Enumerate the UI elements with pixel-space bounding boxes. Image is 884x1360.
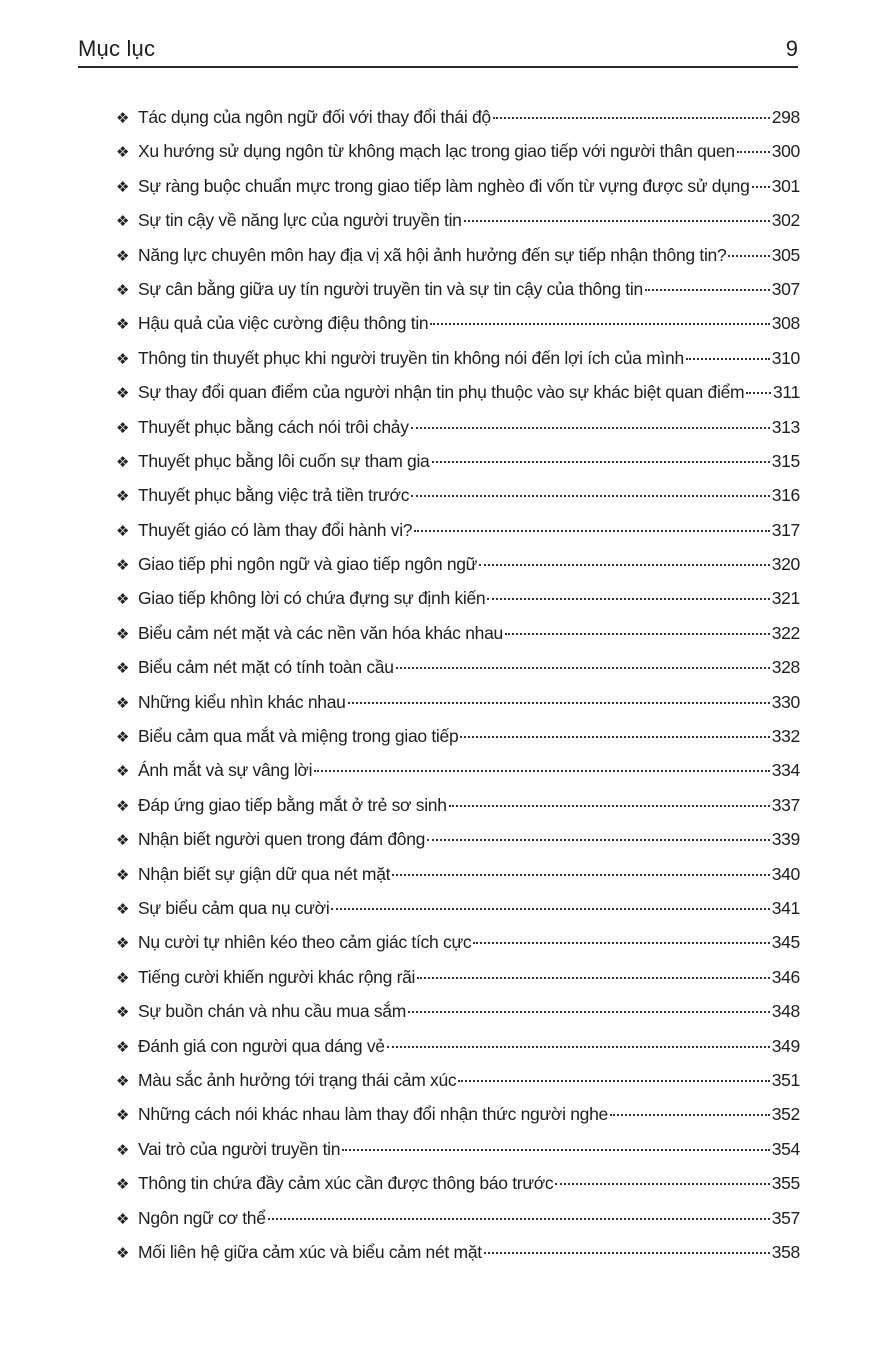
toc-entry-title: Sự cân bằng giữa uy tín người truyền tin và sự tin cậy của thông tin <box>138 278 643 299</box>
toc-entry-page: 301 <box>771 175 800 196</box>
toc-entry-page: 330 <box>771 691 800 712</box>
dot-leader <box>430 323 769 325</box>
toc-entry <box>116 650 800 684</box>
dot-leader <box>752 186 770 188</box>
toc-entry-page: 302 <box>771 210 800 231</box>
toc-entry-page: 321 <box>771 588 800 609</box>
dot-leader <box>686 358 770 360</box>
toc-entry-title: Ánh mắt và sự vâng lời <box>138 760 313 781</box>
four-diamond-bullet-icon: ❖ <box>116 866 130 884</box>
toc-entry-page: 345 <box>771 932 800 953</box>
four-diamond-bullet-icon: ❖ <box>116 625 130 643</box>
toc-entry-title: Màu sắc ảnh hưởng tới trạng thái cảm xúc <box>138 1069 457 1090</box>
toc-entry <box>116 822 800 856</box>
four-diamond-bullet-icon: ❖ <box>116 522 130 540</box>
toc-entry <box>116 891 800 925</box>
toc-entry <box>116 719 800 753</box>
toc-entry-title: Những cách nói khác nhau làm thay đổi nhận thức người nghe <box>138 1104 608 1125</box>
toc-entry <box>116 478 800 512</box>
toc-entry-title: Vai trò của người truyền tin <box>138 1138 341 1159</box>
dot-leader <box>555 1183 769 1185</box>
dot-leader <box>728 255 769 257</box>
toc-entry-title: Sự ràng buộc chuẩn mực trong giao tiếp làm nghèo đi vốn từ vựng được sử dụng <box>138 175 750 196</box>
toc-entry <box>116 272 800 306</box>
toc-entry-page: 351 <box>771 1069 800 1090</box>
dot-leader <box>493 117 770 119</box>
four-diamond-bullet-icon: ❖ <box>116 694 130 712</box>
toc-entry-title: Tác dụng của ngôn ngữ đối với thay đổi thái độ <box>138 107 491 127</box>
toc-entry <box>116 753 800 787</box>
toc-entry-title: Thông tin chứa đầy cảm xúc cần được thông báo trước <box>138 1173 554 1194</box>
toc-entry-title: Sự thay đổi quan điểm của người nhận tin phụ thuộc vào sự khác biệt quan điểm <box>138 382 745 403</box>
toc-entry-title: Thuyết phục bằng việc trả tiền trước <box>138 485 410 506</box>
toc-entry-page: 322 <box>771 622 800 643</box>
toc-entry-page: 313 <box>771 416 800 437</box>
four-diamond-bullet-icon: ❖ <box>116 591 130 609</box>
toc-entry-page: 355 <box>771 1173 800 1194</box>
toc-entry-page: 317 <box>771 519 800 540</box>
toc-entry-page: 348 <box>771 1001 800 1022</box>
dot-leader <box>505 633 770 635</box>
dot-leader <box>427 839 770 841</box>
toc-entry-page: 349 <box>771 1035 800 1056</box>
toc-entry <box>116 134 800 168</box>
toc-entry <box>116 444 800 478</box>
toc-entry-title: Sự tin cậy về năng lực của người truyền tin <box>138 210 462 231</box>
page-number: 9 <box>785 36 798 61</box>
toc-entry <box>116 341 800 375</box>
four-diamond-bullet-icon: ❖ <box>116 832 130 850</box>
toc-entry-title: Xu hướng sử dụng ngôn từ không mạch lạc trong giao tiếp với người thân quen <box>138 141 735 162</box>
toc-entry-title: Ngôn ngữ cơ thể <box>138 1207 266 1228</box>
toc-entry <box>116 581 800 615</box>
four-diamond-bullet-icon: ❖ <box>116 729 130 747</box>
four-diamond-bullet-icon: ❖ <box>116 350 130 368</box>
toc-entry <box>116 788 800 822</box>
toc-entry-page: 341 <box>771 897 800 918</box>
toc-entry <box>116 203 800 237</box>
toc-entry-page: 337 <box>771 794 800 815</box>
toc-entry-title: Giao tiếp không lời có chứa đựng sự định kiến <box>138 588 486 609</box>
dot-leader <box>432 461 770 463</box>
toc-entry <box>116 100 800 134</box>
four-diamond-bullet-icon: ❖ <box>116 178 130 196</box>
toc-entry <box>116 410 800 444</box>
toc-entry <box>116 1235 800 1269</box>
dot-leader <box>484 1252 770 1254</box>
four-diamond-bullet-icon: ❖ <box>116 144 130 162</box>
dot-leader <box>414 530 769 532</box>
toc-entry <box>116 994 800 1028</box>
four-diamond-bullet-icon: ❖ <box>116 660 130 678</box>
four-diamond-bullet-icon: ❖ <box>116 1141 130 1159</box>
toc-entry-page: 334 <box>771 760 800 781</box>
table-of-contents <box>116 100 800 1269</box>
toc-entry-page: 346 <box>771 966 800 987</box>
toc-entry-page: 352 <box>771 1104 800 1125</box>
toc-entry <box>116 960 800 994</box>
four-diamond-bullet-icon: ❖ <box>116 281 130 299</box>
toc-entry-page: 357 <box>771 1207 800 1228</box>
four-diamond-bullet-icon: ❖ <box>116 1107 130 1125</box>
dot-leader <box>331 908 769 910</box>
toc-entry-title: Thuyết phục bằng lôi cuốn sự tham gia <box>138 450 430 471</box>
toc-entry <box>116 616 800 650</box>
toc-entry-page: 300 <box>771 141 800 162</box>
toc-entry-page: 305 <box>771 244 800 265</box>
toc-entry-page: 298 <box>771 107 800 127</box>
toc-entry <box>116 547 800 581</box>
toc-entry-title: Thuyết giáo có làm thay đổi hành vi? <box>138 519 413 540</box>
toc-entry-page: 358 <box>771 1241 800 1262</box>
dot-leader <box>487 598 769 600</box>
toc-entry <box>116 513 800 547</box>
four-diamond-bullet-icon: ❖ <box>116 1244 130 1262</box>
page-header <box>78 36 798 66</box>
toc-entry-title: Đáp ứng giao tiếp bằng mắt ở trẻ sơ sinh <box>138 794 447 815</box>
toc-entry-page: 308 <box>771 313 800 334</box>
toc-entry-title: Đánh giá con người qua dáng vẻ <box>138 1035 385 1056</box>
four-diamond-bullet-icon: ❖ <box>116 1004 130 1022</box>
toc-entry-title: Mối liên hệ giữa cảm xúc và biểu cảm nét mặt <box>138 1241 482 1262</box>
dot-leader <box>392 874 770 876</box>
four-diamond-bullet-icon: ❖ <box>116 247 130 265</box>
toc-entry-title: Hậu quả của việc cường điệu thông tin <box>138 313 429 334</box>
dot-leader <box>268 1218 770 1220</box>
page-title: Mục lục <box>78 36 156 61</box>
toc-entry <box>116 1029 800 1063</box>
toc-entry-page: 332 <box>771 726 800 747</box>
four-diamond-bullet-icon: ❖ <box>116 453 130 471</box>
four-diamond-bullet-icon: ❖ <box>116 763 130 781</box>
four-diamond-bullet-icon: ❖ <box>116 419 130 437</box>
four-diamond-bullet-icon: ❖ <box>116 900 130 918</box>
four-diamond-bullet-icon: ❖ <box>116 1176 130 1194</box>
toc-entry-title: Năng lực chuyên môn hay địa vị xã hội ảnh hưởng đến sự tiếp nhận thông tin? <box>138 244 727 265</box>
toc-entry <box>116 1132 800 1166</box>
toc-entry <box>116 169 800 203</box>
toc-entry-page: 307 <box>771 278 800 299</box>
four-diamond-bullet-icon: ❖ <box>116 797 130 815</box>
toc-entry-title: Nhận biết người quen trong đám đông <box>138 829 426 850</box>
dot-leader <box>449 805 770 807</box>
toc-entry <box>116 857 800 891</box>
toc-entry <box>116 1097 800 1131</box>
four-diamond-bullet-icon: ❖ <box>116 213 130 231</box>
dot-leader <box>348 702 770 704</box>
toc-entry <box>116 685 800 719</box>
toc-entry-page: 310 <box>771 347 800 368</box>
toc-entry-title: Biểu cảm nét mặt có tính toàn cầu <box>138 657 394 678</box>
four-diamond-bullet-icon: ❖ <box>116 1210 130 1228</box>
toc-entry <box>116 925 800 959</box>
four-diamond-bullet-icon: ❖ <box>116 488 130 506</box>
toc-entry-page: 311 <box>773 382 800 403</box>
toc-entry <box>116 306 800 340</box>
dot-leader <box>458 1080 769 1082</box>
toc-entry-title: Nụ cười tự nhiên kéo theo cảm giác tích cực <box>138 932 472 953</box>
dot-leader <box>460 736 769 738</box>
dot-leader <box>479 564 770 566</box>
toc-entry <box>116 238 800 272</box>
toc-entry-title: Sự biểu cảm qua nụ cười <box>138 897 330 918</box>
toc-entry <box>116 375 800 409</box>
toc-entry-title: Những kiểu nhìn khác nhau <box>138 691 346 712</box>
toc-entry-title: Nhận biết sự giận dữ qua nét mặt <box>138 863 391 884</box>
dot-leader <box>342 1149 769 1151</box>
dot-leader <box>396 667 770 669</box>
dot-leader <box>417 977 770 979</box>
toc-entry-page: 340 <box>771 863 800 884</box>
dot-leader <box>464 220 770 222</box>
toc-entry-title: Biểu cảm nét mặt và các nền văn hóa khác nhau <box>138 622 503 643</box>
dot-leader <box>408 1011 770 1013</box>
dot-leader <box>314 770 770 772</box>
dot-leader <box>746 392 771 394</box>
toc-entry-title: Tiếng cười khiến người khác rộng rãi <box>138 966 416 987</box>
four-diamond-bullet-icon: ❖ <box>116 935 130 953</box>
four-diamond-bullet-icon: ❖ <box>116 316 130 334</box>
dot-leader <box>473 942 769 944</box>
header-divider <box>78 66 798 68</box>
toc-entry <box>116 1166 800 1200</box>
toc-entry-page: 320 <box>771 554 800 575</box>
four-diamond-bullet-icon: ❖ <box>116 1072 130 1090</box>
toc-entry-page: 339 <box>771 829 800 850</box>
four-diamond-bullet-icon: ❖ <box>116 557 130 575</box>
toc-entry-page: 328 <box>771 657 800 678</box>
four-diamond-bullet-icon: ❖ <box>116 969 130 987</box>
four-diamond-bullet-icon: ❖ <box>116 110 130 127</box>
toc-entry-page: 315 <box>771 450 800 471</box>
dot-leader <box>645 289 770 291</box>
four-diamond-bullet-icon: ❖ <box>116 1038 130 1056</box>
toc-entry-page: 316 <box>771 485 800 506</box>
toc-entry-title: Biểu cảm qua mắt và miệng trong giao tiếp <box>138 726 459 747</box>
four-diamond-bullet-icon: ❖ <box>116 385 130 403</box>
toc-entry-title: Giao tiếp phi ngôn ngữ và giao tiếp ngôn ngữ <box>138 554 478 575</box>
dot-leader <box>610 1114 770 1116</box>
toc-entry-title: Thông tin thuyết phục khi người truyền tin không nói đến lợi ích của mình <box>138 347 684 368</box>
toc-entry <box>116 1063 800 1097</box>
toc-entry-title: Sự buồn chán và nhu cầu mua sắm <box>138 1001 407 1022</box>
toc-entry-title: Thuyết phục bằng cách nói trôi chảy <box>138 416 409 437</box>
dot-leader <box>411 495 770 497</box>
dot-leader <box>387 1046 770 1048</box>
dot-leader <box>411 427 770 429</box>
toc-entry <box>116 1201 800 1235</box>
dot-leader <box>737 151 770 153</box>
toc-entry-page: 354 <box>771 1138 800 1159</box>
